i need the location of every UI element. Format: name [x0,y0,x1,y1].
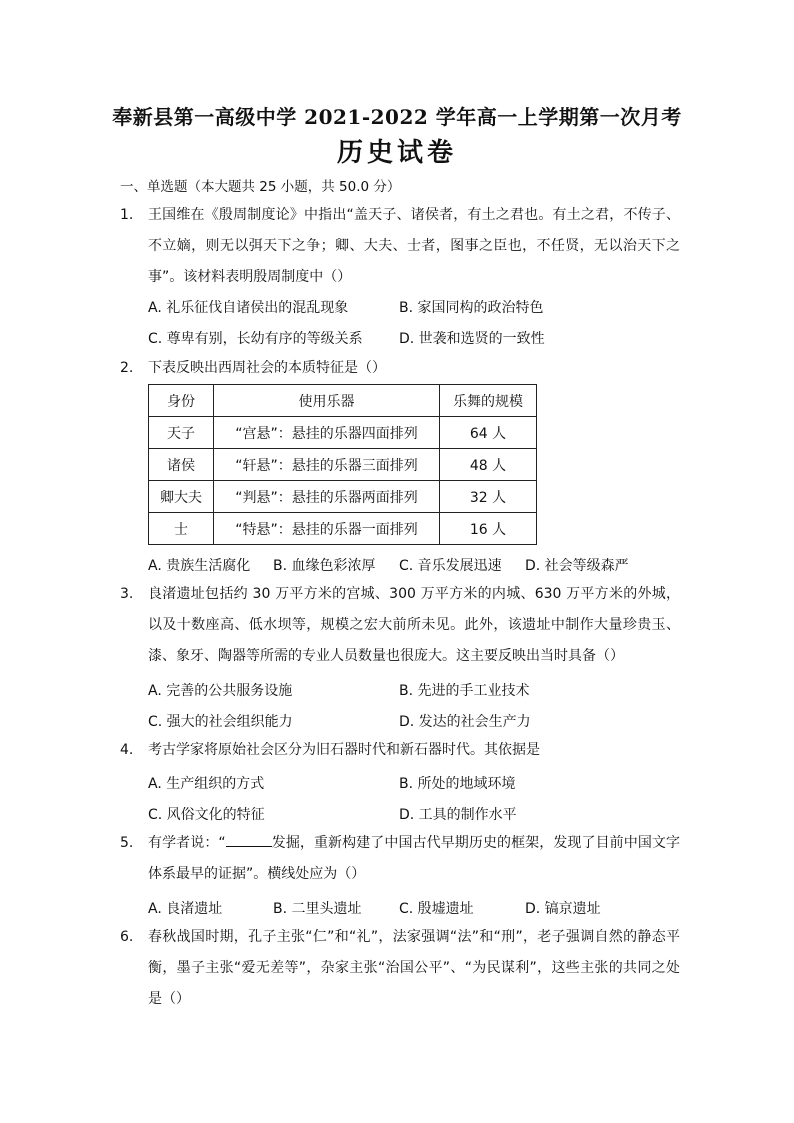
option-b: B. 所处的地域环境 [399,776,516,792]
option-a: A. 生产组织的方式 [148,776,265,792]
table-header-row [149,385,537,417]
option-c: C. 音乐发展迅速 [399,558,502,574]
table-cell: 天子 [149,417,214,449]
question-4 [120,735,680,766]
question-number: 1. [120,207,134,223]
question-stem: 下表反映出西周社会的本质特征是（） [148,360,386,376]
stem-after: 发掘，重新构建了中国古代早期历史的框架，发现了目前中国文字体系最早的证据”。横线处应为（） [148,835,680,882]
option-a: A. 完善的公共服务设施 [148,683,293,699]
option-b: B. 二里头遗址 [273,901,362,917]
question-number: 6. [120,929,134,945]
question-2 [120,353,680,384]
option-b: B. 先进的手工业技术 [399,683,530,699]
option-a: A. 良渚遗址 [148,901,223,917]
option-d: D. 镐京遗址 [525,901,601,917]
question-stem: 考古学家将原始社会区分为旧石器时代和新石器时代。其依据是 [148,742,540,758]
question-1 [120,200,680,293]
option-d: D. 世袭和选贤的一致性 [399,331,545,347]
option-b: B. 家国同构的政治特色 [399,300,544,316]
exam-title: 奉新县第一高级中学 2021-2022 学年高一上学期第一次月考 [112,105,682,129]
section-heading: 一、单选题（本大题共 25 小题，共 50.0 分） [120,179,401,195]
table-cell: “判悬”：悬挂的乐器两面排列 [214,481,440,513]
exam-subtitle: 历史试卷 [336,138,457,168]
option-b: B. 血缘色彩浓厚 [273,558,376,574]
table-row [149,481,537,513]
option-d: D. 发达的社会生产力 [399,714,531,730]
option-a: A. 贵族生活腐化 [148,558,251,574]
question-number: 2. [120,360,134,376]
question-number: 3. [120,586,134,602]
music-table [148,384,537,545]
option-d: D. 社会等级森严 [525,558,629,574]
question-5 [120,828,680,890]
question-3 [120,579,680,672]
question-stem [148,828,680,890]
option-c: C. 尊卑有别，长幼有序的等级关系 [148,331,363,347]
table-header: 乐舞的规模 [440,385,537,417]
table-header: 使用乐器 [214,385,440,417]
table-cell: “宫悬”：悬挂的乐器四面排列 [214,417,440,449]
table-cell: 诸侯 [149,449,214,481]
option-c: C. 强大的社会组织能力 [148,714,293,730]
table-row [149,449,537,481]
option-d: D. 工具的制作水平 [399,807,517,823]
table-cell: 士 [149,513,214,545]
question-stem: 王国维在《殷周制度论》中指出“盖天子、诸侯者，有土之君也。有土之君，不传子、不立嫡，则无以弭天下之争；卿、大夫、士者，图事之臣也，不任贤，无以治天下之事”。该材料表明殷周制度中（） [148,207,680,285]
table-cell: 卿大夫 [149,481,214,513]
table-cell: 48 人 [440,449,537,481]
table-cell: 16 人 [440,513,537,545]
question-number: 5. [120,835,134,851]
table-cell: “特悬”：悬挂的乐器一面排列 [214,513,440,545]
question-stem: 春秋战国时期，孔子主张“仁”和“礼”，法家强调“法”和“刑”，老子强调自然的静态平衡，墨子主张“爱无差等”，杂家主张“治国公平”、“为民谋利”，这些主张的共同之处是（） [148,929,680,1007]
question-number: 4. [120,742,134,758]
table-cell: 64 人 [440,417,537,449]
table-row [149,417,537,449]
option-a: A. 礼乐征伐自诸侯出的混乱现象 [148,300,349,316]
table-cell: 32 人 [440,481,537,513]
question-6 [120,922,680,1015]
stem-before: 有学者说：“ [148,835,226,851]
question-stem: 良渚遗址包括约 30 万平方米的宫城、300 万平方米的内城、630 万平方米的外城，以及十数座高、低水坝等，规模之宏大前所未见。此外，该遗址中制作大量珍贵玉、漆、象牙、陶器等所需的专业人员数量也很庞大。这主要反映出当时具备（） [148,586,680,664]
option-c: C. 殷墟遗址 [399,901,474,917]
table-cell: “轩悬”：悬挂的乐器三面排列 [214,449,440,481]
fill-blank [226,832,272,847]
table-row [149,513,537,545]
table-header: 身份 [149,385,214,417]
option-c: C. 风俗文化的特征 [148,807,265,823]
